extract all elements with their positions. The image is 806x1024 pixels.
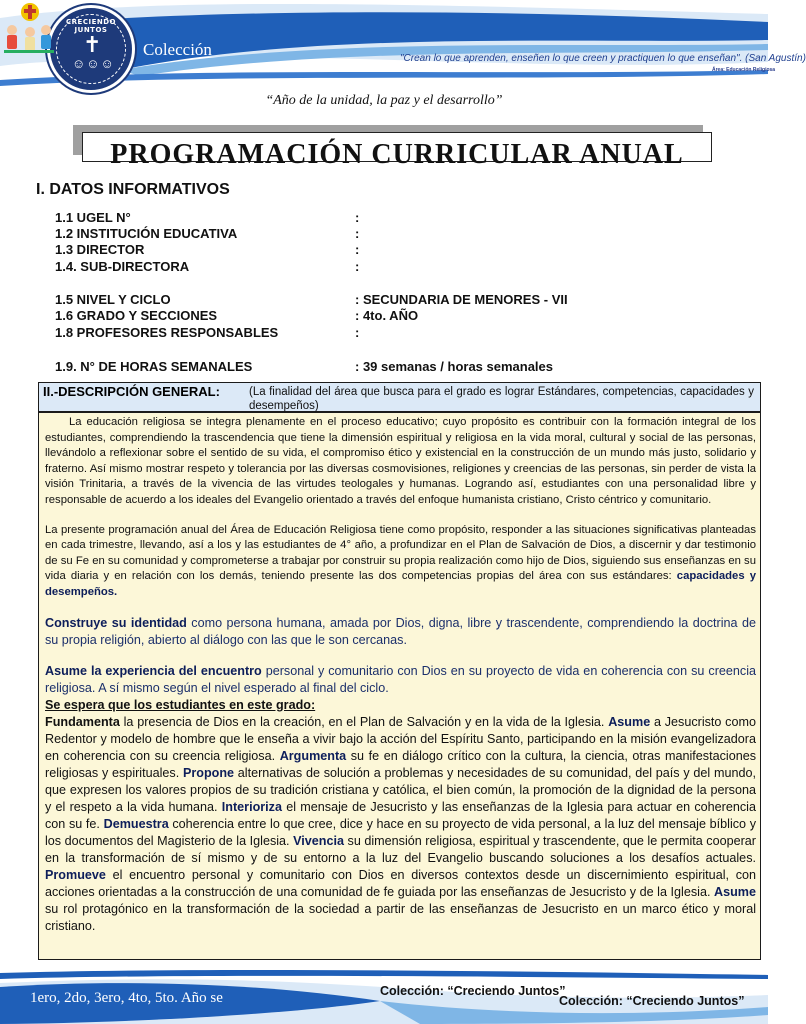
competency-1-text: como persona humana, amada por Dios, digna, libre y trascendente, comprendiendo la doctrina de su propia religión, abierto al diálogo con las que le son cercanas. [45, 615, 757, 647]
expectations-title: Se espera que los estudiantes en este grado: [45, 697, 316, 712]
area-caption: Área: Educación Religiosa [712, 67, 776, 73]
datos-row [55, 292, 568, 307]
verb-argumenta: Argumenta [279, 748, 347, 763]
competency-2-text: personal y comunitario con Dios en su proyecto de vida en coherencia con su creencia religiosa. A sí mismo según el nivel esperado al final del ciclo. [45, 663, 757, 695]
year-motto: “Año de la unidad, la paz y el desarrollo” [265, 93, 503, 108]
expectations-paragraph [45, 714, 756, 935]
competency-2-key: Asume la experiencia del encuentro [45, 663, 262, 678]
datos-row [55, 242, 360, 257]
logo-text: CRECIENDO JUNTOS [66, 18, 116, 34]
title-box [82, 132, 712, 170]
spacer [45, 601, 756, 615]
cross-icon: ✝ [83, 32, 102, 57]
datos-value: : 39 semanas / horas semanales [355, 359, 554, 374]
header-banner [0, 0, 806, 92]
datos-row [55, 308, 419, 323]
expectation-text: a Jesucristo como Redentor y modelo de hombre que le enseña a vivir bajo la acción del Espíritu Santo, participando en la misión evangelizadora en coherencia con su creencia religiosa. [45, 714, 756, 763]
expectation-text: coherencia entre lo que cree, dice y hace en su proyecto de vida personal, a la luz del mensaje bíblico y los documentos del Magisterio de la Iglesia. [45, 816, 757, 848]
datos-value: : [355, 259, 360, 274]
verb-fundamenta: Fundamenta [45, 714, 120, 729]
datos-row [55, 210, 360, 225]
expectation-text: su rol protagónico en la transformación de la sociedad a partir de las enseñanzas de Jesucristo en un marco ético y moral cristiano. [45, 901, 756, 933]
paragraph-intro: La educación religiosa se integra plenamente en el proceso educativo; cuyo propósito es contribuir con la formación integral de los estudiantes, comprendiendo la trascendencia que tiene la dimensión espiritual y religiosa en la vida moral, cultural y social de las personas, llevándolo a reflexionar sobre el sentido de su vida, el compromiso ético y existencial en la construcción de un mundo más justo, solidario y fraterno. Así mismo mostrar respeto y tolerancia por las diversas cosmovisiones, religiones y creencias de las personas, sin perder de vista la visión Trinitaria, a través de la vivencia de las virtudes teologales y humanas. Logrando así, estudiantes con una personalidad libre y responsable de acuerdo a los ideales del Evangelio orientado a través del enfoque humanista cristiano, Cristo céntrico y comunitario. [45, 416, 756, 506]
description-purpose: (La finalidad del área que busca para el grado es lograr Estándares, competencias, capacidades y desempeños) [249, 386, 754, 412]
datos-label: 1.6 GRADO Y SECCIONES [55, 308, 218, 323]
datos-row [55, 259, 360, 274]
datos-label: 1.8 PROFESORES RESPONSABLES [55, 325, 279, 340]
datos-label: 1.1 UGEL N° [55, 210, 131, 225]
expectation-text: su dimensión religiosa, espiritual y trascendente, que le permita cooperar en la transformación de sí mismo y de su entorno a la luz del Evangelio buscando soluciones a los desafíos actuales. [45, 833, 756, 865]
footer-collection-1: Colección: “Creciendo Juntos” [380, 984, 566, 998]
header-quote: "Crean lo que aprenden, enseñen lo que creen y practiquen lo que enseñan". (San Agustín) [400, 53, 806, 64]
verb-interioriza: Interioriza [221, 799, 282, 814]
datos-value: : [355, 226, 360, 241]
datos-row [55, 359, 554, 374]
description-body [38, 412, 761, 960]
expectation-text: el encuentro personal y comunitario con Dios en diversos contextos desde un discernimiento espiritual, con acciones orientadas a la construcción de una comunidad de fe guiada por las enseñanzas de Jesucristo y de la Iglesia. [45, 867, 756, 899]
verb-propone: Propone [182, 765, 235, 780]
description-label: II.-DESCRIPCIÓN GENERAL: [43, 384, 220, 399]
datos-label: 1.3 DIRECTOR [55, 242, 145, 257]
verb-demuestra: Demuestra [103, 816, 169, 831]
children-illustration-icon [0, 0, 56, 62]
verb-promueve: Promueve [45, 867, 106, 882]
logo [47, 5, 135, 93]
datos-value: : 4to. AÑO [355, 308, 419, 323]
document-title: PROGRAMACIÓN CURRICULAR ANUAL [110, 139, 684, 170]
paragraph-purpose [45, 523, 756, 601]
expectation-text: la presencia de Dios en la creación, en el Plan de Salvación y en la vida de la Iglesia. [119, 714, 609, 729]
people-icon: ☺☺☺ [72, 56, 115, 71]
spacer [45, 509, 756, 523]
spacer [45, 649, 756, 663]
datos-value: : [355, 325, 360, 340]
collection-label: Colección [143, 40, 212, 59]
section-heading-datos: I. DATOS INFORMATIVOS [36, 181, 230, 198]
verb-vivencia: Vivencia [293, 833, 344, 848]
description-header [38, 382, 761, 412]
verb-asume: Asume [608, 714, 651, 729]
expectation-text: su fe en diálogo crítico con la cultura, la ciencia, otras manifestaciones religiosas y espirituales. [45, 748, 757, 780]
competency-2 [45, 663, 756, 697]
expectation-text: el mensaje de Jesucristo y las enseñanzas de la Iglesia para actuar en coherencia con su fe. [45, 799, 756, 831]
purpose-text: La presente programación anual del Área de Educación Religiosa tiene como propósito, responder a las situaciones significativas planteadas en cada trimestre, llevando, así a los y las estudiantes de 4° año, a profundizar en el Plan de Salvación de Dios, a discernir y dar testimonio de su Fe en su comunidad y comprometerse a trabajar por construir su propia realización como hijo de Dios, siguiendo sus enseñanzas en su vida diaria y en relación con los demás, teniendo presente las dos competencias propias del área con sus estándares: [45, 523, 756, 583]
datos-row [55, 226, 360, 241]
footer-banner [0, 965, 768, 1024]
datos-value: : SECUNDARIA DE MENORES - VII [355, 292, 568, 307]
footer-collection-2: Colección: “Creciendo Juntos” [559, 994, 745, 1008]
datos-label: 1.2 INSTITUCIÓN EDUCATIVA [55, 226, 238, 241]
purpose-emphasis: capacidades y desempeños. [45, 570, 756, 598]
expectation-text: alternativas de solución a problemas y necesidades de su comunidad, del país y del mundo, que expresen los valores propios de su tradición cristiana y católica, el bien común, la promoción de la dignidad de la persona y el respeto a la vida humana. [45, 765, 756, 814]
verb-asume-2: Asume [714, 884, 756, 899]
competency-1-key: Construye su identidad [45, 615, 187, 630]
datos-value: : [355, 210, 360, 225]
competency-1 [45, 615, 756, 649]
datos-row [55, 325, 360, 340]
datos-label: 1.4. SUB-DIRECTORA [55, 259, 190, 274]
datos-label: 1.9. N° DE HORAS SEMANALES [55, 359, 253, 374]
datos-value: : [355, 242, 360, 257]
datos-label: 1.5 NIVEL Y CICLO [55, 292, 171, 307]
footer-grades: 1ero, 2do, 3ero, 4to, 5to. Año se [30, 990, 223, 1006]
expectations-heading [45, 697, 756, 714]
